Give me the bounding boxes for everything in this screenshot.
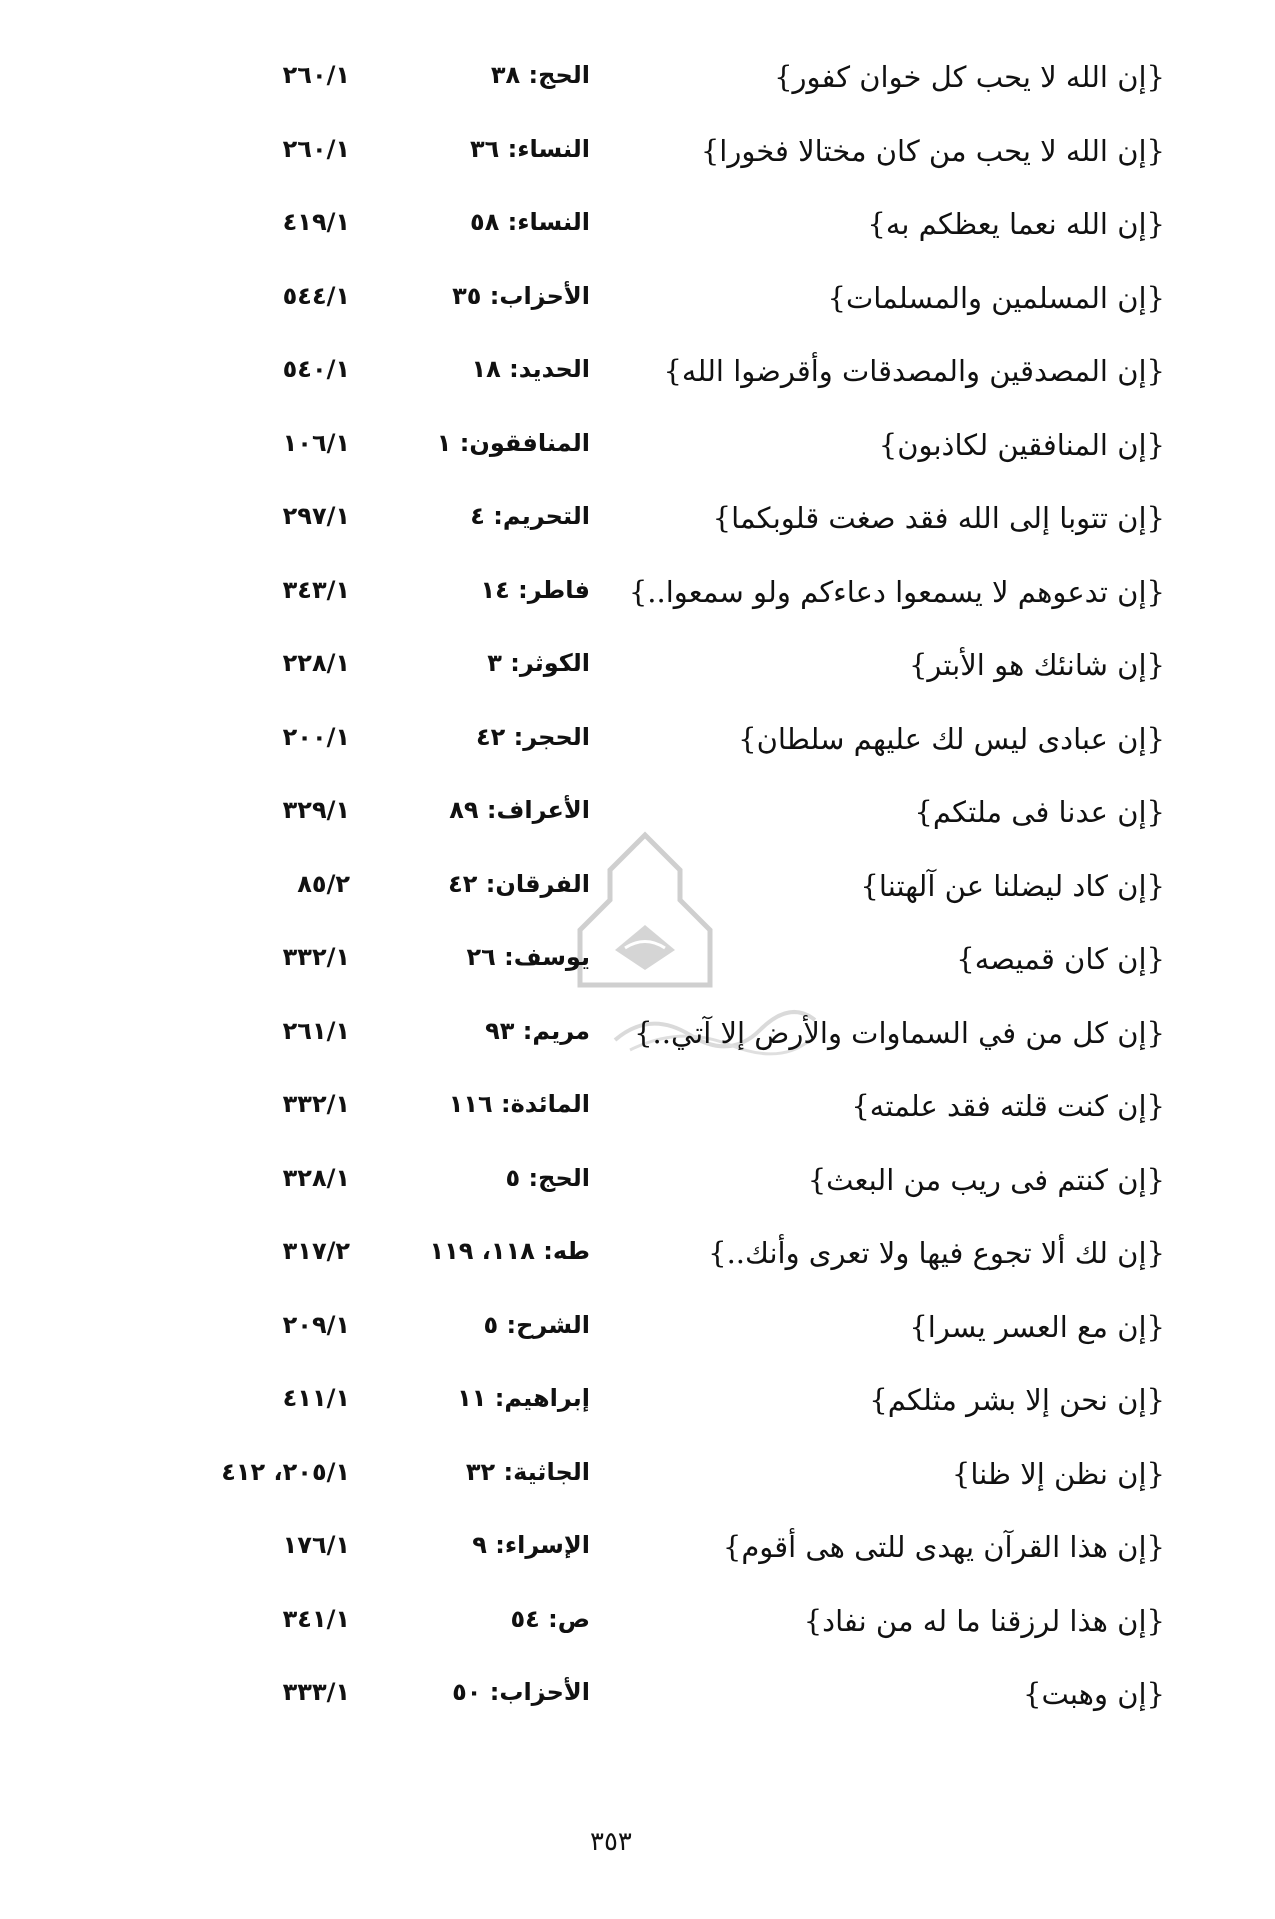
surah-reference: ص: ٥٤ xyxy=(510,1604,590,1633)
index-row xyxy=(0,45,1275,119)
page-reference: ٢٩٧/١ xyxy=(282,502,350,530)
verse-text: {إن كنت قلته فقد علمته} xyxy=(851,1089,1165,1123)
verse-text: {إن المصدقين والمصدقات وأقرضوا الله} xyxy=(663,354,1165,388)
page-reference: ١٠٦/١ xyxy=(282,428,350,457)
index-row xyxy=(0,1295,1275,1369)
index-row xyxy=(0,119,1275,193)
verse-text: {إن الله نعما يعظكم به} xyxy=(867,207,1165,241)
surah-reference: مريم: ٩٣ xyxy=(485,1016,590,1045)
verse-text: {إن كاد ليضلنا عن آلهتنا} xyxy=(860,868,1165,903)
surah-reference: الحجر: ٤٢ xyxy=(475,722,590,751)
index-row xyxy=(0,560,1275,634)
index-list xyxy=(0,45,1275,1736)
verse-text: {إن عدنا فى ملتكم} xyxy=(914,795,1165,829)
surah-reference: المنافقون: ١ xyxy=(436,428,590,457)
index-row xyxy=(0,266,1275,340)
page-reference: ٥٤٠/١ xyxy=(282,355,350,383)
surah-reference: التحريم: ٤ xyxy=(470,502,590,530)
verse-text: {إن كان قميصه} xyxy=(956,942,1165,976)
page-reference: ٢٠٠/١ xyxy=(282,722,350,751)
surah-reference: الكوثر: ٣ xyxy=(487,649,590,677)
index-row xyxy=(0,413,1275,487)
index-row xyxy=(0,707,1275,781)
page-reference: ٢٢٨/١ xyxy=(282,649,350,677)
verse-text: {إن الله لا يحب من كان مختالا فخورا} xyxy=(700,133,1165,168)
surah-reference: الحديد: ١٨ xyxy=(471,355,590,383)
surah-reference: النساء: ٣٦ xyxy=(470,134,590,163)
verse-text: {إن نظن إلا ظنا} xyxy=(951,1456,1165,1491)
index-row xyxy=(0,1001,1275,1075)
surah-reference: فاطر: ١٤ xyxy=(480,575,590,604)
page-reference: ٣٣٢/١ xyxy=(282,1090,350,1118)
surah-reference: الأحزاب: ٥٠ xyxy=(452,1678,590,1706)
page-reference: ٤١٩/١ xyxy=(282,208,350,236)
verse-text: {إن نحن إلا بشر مثلكم} xyxy=(869,1383,1165,1417)
page-reference: ٢٦٠/١ xyxy=(282,61,350,89)
verse-text: {إن هذا لرزقنا ما له من نفاد} xyxy=(803,1603,1165,1638)
page-reference: ٣٢٨/١ xyxy=(282,1163,350,1192)
index-row xyxy=(0,927,1275,1001)
surah-reference: النساء: ٥٨ xyxy=(470,208,590,236)
verse-text: {إن تتوبا إلى الله فقد صغت قلوبكما} xyxy=(712,501,1165,535)
surah-reference: طه: ١١٨، ١١٩ xyxy=(429,1237,590,1265)
surah-reference: الفرقان: ٤٢ xyxy=(448,869,590,898)
verse-text: {إن شانئك هو الأبتر} xyxy=(908,648,1165,682)
verse-text: {إن المنافقين لكاذبون} xyxy=(878,427,1165,462)
index-row xyxy=(0,1442,1275,1516)
index-row xyxy=(0,1515,1275,1589)
page-reference: ٨٥/٢ xyxy=(297,869,350,898)
verse-text: {إن كل من في السماوات والأرض إلا آتي..} xyxy=(634,1015,1165,1050)
page-reference: ٢٦٠/١ xyxy=(282,134,350,163)
surah-reference: الأعراف: ٨٩ xyxy=(449,796,590,824)
index-row xyxy=(0,1662,1275,1736)
page-reference: ٣٤٣/١ xyxy=(282,575,350,604)
page-reference: ٥٤٤/١ xyxy=(282,281,350,310)
verse-text: {إن هذا القرآن يهدى للتى هى أقوم} xyxy=(722,1530,1165,1564)
index-row xyxy=(0,854,1275,928)
surah-reference: الحج: ٥ xyxy=(505,1163,590,1192)
verse-text: {إن الله لا يحب كل خوان كفور} xyxy=(774,60,1165,94)
verse-text: {إن كنتم فى ريب من البعث} xyxy=(807,1162,1165,1197)
index-row xyxy=(0,780,1275,854)
verse-text: {إن المسلمين والمسلمات} xyxy=(827,280,1165,315)
page-reference: ٣١٧/٢ xyxy=(282,1237,350,1265)
index-row xyxy=(0,1148,1275,1222)
page-reference: ٢٠٩/١ xyxy=(282,1310,350,1339)
index-row xyxy=(0,1589,1275,1663)
page-reference: ١٧٦/١ xyxy=(282,1531,350,1559)
page-reference: ٤١١/١ xyxy=(282,1384,350,1412)
page-reference: ٣٢٩/١ xyxy=(282,796,350,824)
surah-reference: إبراهيم: ١١ xyxy=(457,1384,590,1412)
page-number: ٣٥٣ xyxy=(590,1827,632,1857)
surah-reference: يوسف: ٢٦ xyxy=(466,943,590,971)
verse-text: {إن لك ألا تجوع فيها ولا تعرى وأنك..} xyxy=(708,1236,1165,1270)
surah-reference: الحج: ٣٨ xyxy=(490,61,590,89)
surah-reference: الجاثية: ٣٢ xyxy=(465,1457,590,1486)
surah-reference: الأحزاب: ٣٥ xyxy=(452,281,590,310)
page-reference: ٣٣٣/١ xyxy=(282,1678,350,1706)
index-row xyxy=(0,1074,1275,1148)
surah-reference: المائدة: ١١٦ xyxy=(448,1090,590,1118)
index-row xyxy=(0,192,1275,266)
verse-text: {إن مع العسر يسرا} xyxy=(909,1309,1165,1344)
page-reference: ٢٠٥/١، ٤١٢ xyxy=(221,1457,350,1486)
index-row xyxy=(0,1368,1275,1442)
surah-reference: الإسراء: ٩ xyxy=(472,1531,590,1559)
index-row xyxy=(0,486,1275,560)
index-row xyxy=(0,1221,1275,1295)
page-reference: ٢٦١/١ xyxy=(282,1016,350,1045)
page-reference: ٣٤١/١ xyxy=(282,1604,350,1633)
verse-text: {إن عبادى ليس لك عليهم سلطان} xyxy=(738,721,1165,756)
page-reference: ٣٣٢/١ xyxy=(282,943,350,971)
index-row xyxy=(0,633,1275,707)
verse-text: {إن تدعوهم لا يسمعوا دعاءكم ولو سمعوا..} xyxy=(628,574,1165,609)
index-row xyxy=(0,339,1275,413)
verse-text: {إن وهبت} xyxy=(1023,1677,1165,1711)
surah-reference: الشرح: ٥ xyxy=(483,1310,590,1339)
